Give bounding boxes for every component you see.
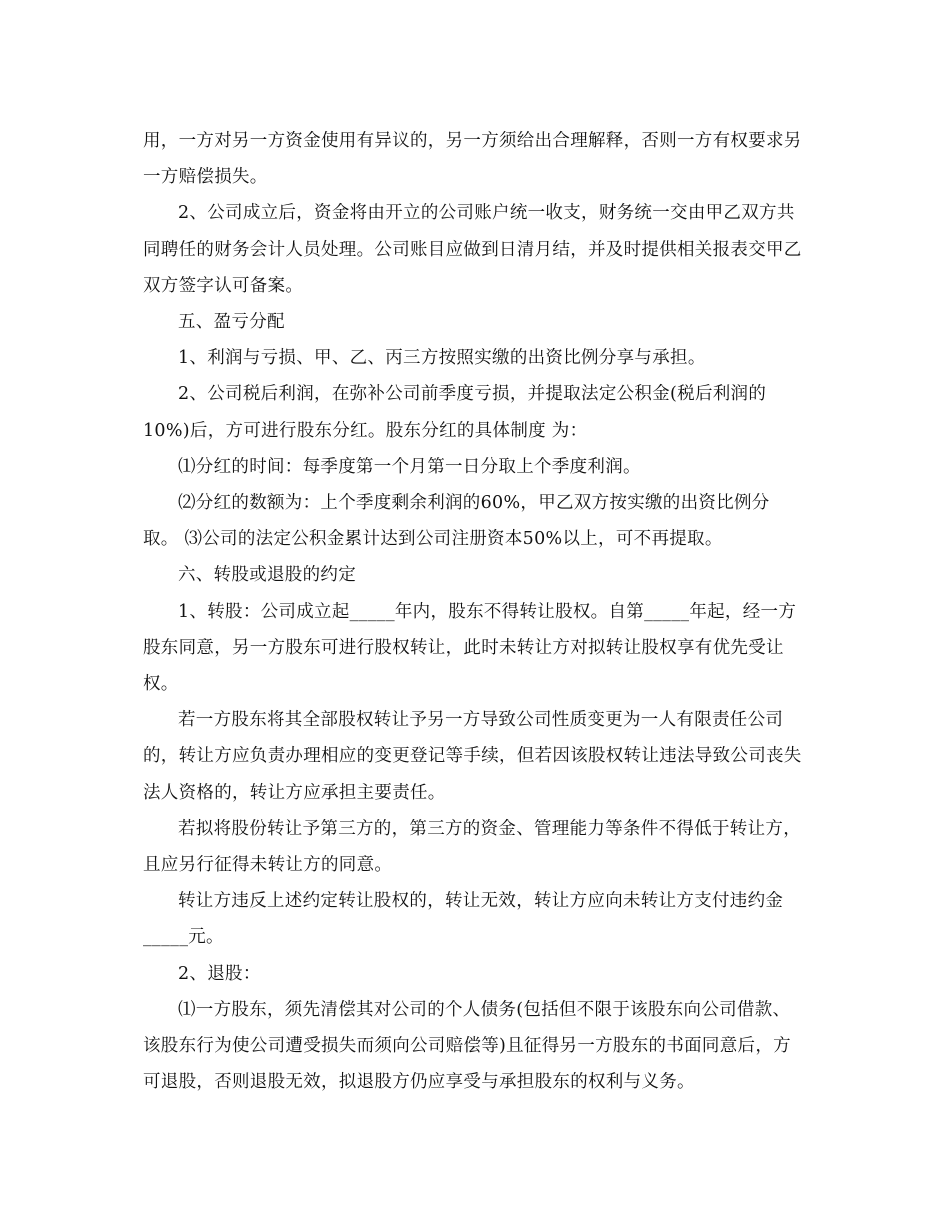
document-body [143, 123, 805, 1100]
paragraph-dividend-time: ⑴分红的时间：每季度第一个月第一日分取上个季度利润。 [178, 456, 641, 477]
paragraph-breach: 转让方违反上述约定转让股权的，转让无效，转让方应向未转让方支付违约金_____元。 [143, 891, 784, 948]
paragraph-dividend: 2、公司税后利润，在弥补公司前季度亏损，并提取法定公积金(税后利润的10%)后，方可进行股东分红。股东分红的具体制度 为： [143, 384, 767, 441]
paragraph-full-transfer: 若一方股东将其全部股权转让予另一方导致公司性质变更为一人有限责任公司的，转让方应负责办理相应的变更登记等手续，但若因该股权转让违法导致公司丧失法人资格的，转让方应承担主要责任。 [143, 710, 802, 803]
paragraph-share-transfer: 1、转股：公司成立起_____年内，股东不得转让股权。自第_____年起，经一方股东同意，另一方股东可进行股权转让，此时未转让方对拟转让股权享有优先受让权。 [143, 601, 797, 695]
section-heading-transfer: 六、转股或退股的约定 [178, 565, 356, 586]
paragraph-profit-sharing: 1、利润与亏损、甲、乙、丙三方按照实缴的出资比例分享与承担。 [178, 348, 706, 369]
paragraph-fund-management: 2、公司成立后，资金将由开立的公司账户统一收支，财务统一交由甲乙双方共同聘任的财务会计人员处理。公司账目应做到日清月结，并及时提供相关报表交甲乙双方签字认可备案。 [143, 203, 802, 296]
paragraph-withdrawal-conditions: ⑴一方股东，须先清偿其对公司的个人债务(包括但不限于该股东向公司借款、该股东行为使公司遭受损失而须向公司赔偿等)且征得另一方股东的书面同意后，方可退股，否则退股无效，拟退股方仍应享受与承担股东的权利与义务。 [143, 999, 791, 1093]
paragraph-third-party: 若拟将股份转让予第三方的，第三方的资金、管理能力等条件不得低于转让方，且应另行征得未转让方的同意。 [143, 818, 801, 876]
section-heading-profit-loss: 五、盈亏分配 [178, 312, 285, 333]
paragraph-continuation: 用，一方对另一方资金使用有异议的，另一方须给出合理解释，否则一方有权要求另一方赔偿损失。 [143, 131, 802, 188]
subheading-withdrawal: 2、退股： [178, 963, 261, 984]
paragraph-dividend-amount: ⑵分红的数额为：上个季度剩余利润的60%，甲乙双方按实缴的出资比例分取。 ⑶公司的法定公积金累计达到公司注册资本50%以上，可不再提取。 [143, 493, 770, 550]
